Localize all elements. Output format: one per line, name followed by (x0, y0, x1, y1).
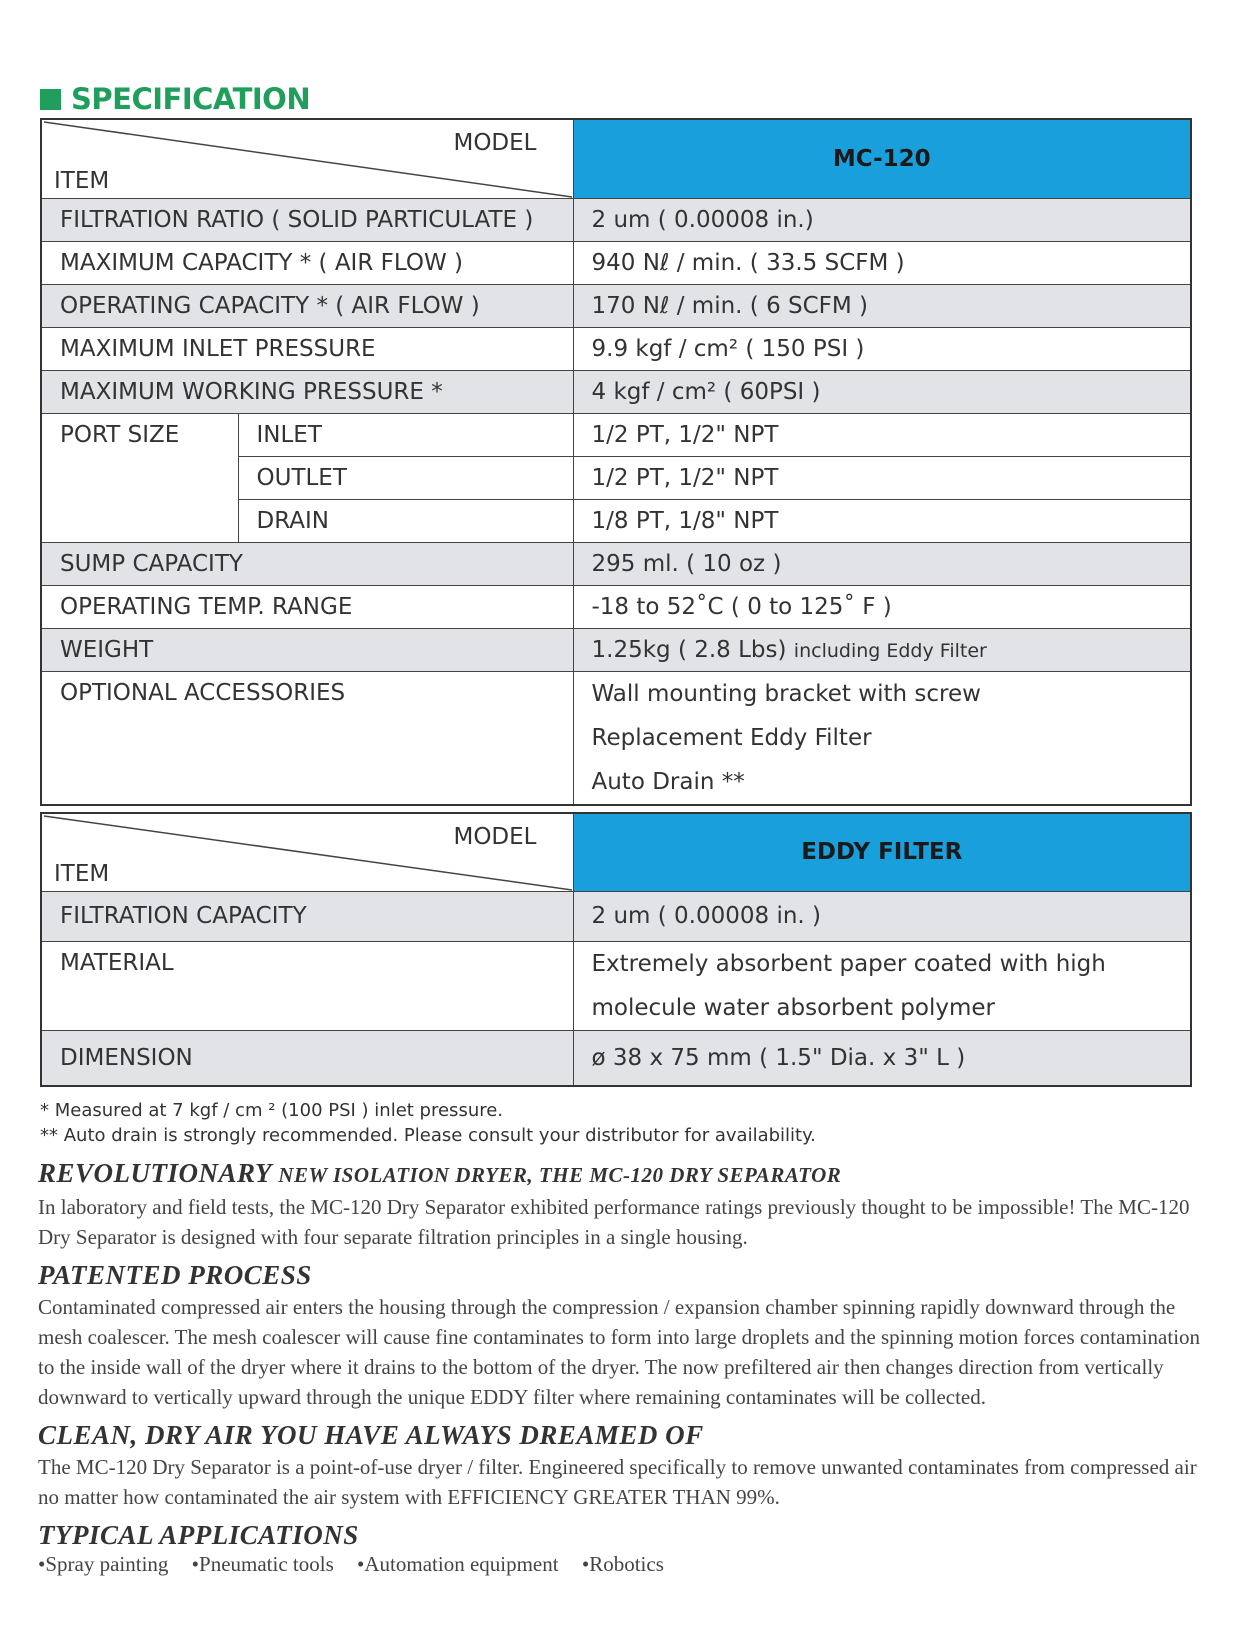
row-item: MAXIMUM WORKING PRESSURE * (41, 370, 573, 413)
accessories-list (573, 671, 1191, 805)
capacity-value: 2 um ( 0.00008 in. ) (573, 891, 1191, 941)
model-label: MODEL (453, 824, 537, 850)
table-header-row (41, 119, 1191, 198)
accessory-item: Auto Drain ** (591, 768, 745, 795)
table-header-row (41, 813, 1191, 891)
row-item: MAXIMUM CAPACITY * ( AIR FLOW ) (41, 241, 573, 284)
row-value: 4 kgf / cm² ( 60PSI ) (573, 370, 1191, 413)
table-row (41, 628, 1191, 671)
revolutionary-heading (38, 1156, 1218, 1192)
temp-value: -18 to 52˚C ( 0 to 125˚ F ) (573, 585, 1191, 628)
table-row (41, 198, 1191, 241)
patented-text: Contaminated compressed air enters the housing through the compression / expansion chamber spinning rapidly downward through the mesh coalescer. The mesh coalescer will cause fine contaminates to form into large droplets and the spinning motion forces contamination to the inside wall of the dryer where it drains to the bottom of the dryer. The now prefiltered air then changes direction from vertically downward to vertically upward through the unique EDDY filter where remaining contaminates will be collected. (38, 1295, 1201, 1409)
weight-note: including Eddy Filter (793, 639, 987, 662)
footnotes (40, 1098, 816, 1148)
green-square-icon (40, 89, 61, 110)
mc120-model-name: MC-120 (573, 119, 1191, 198)
temp-label: OPERATING TEMP. RANGE (41, 585, 573, 628)
description-article (38, 1156, 1218, 1577)
sump-value: 295 ml. ( 10 oz ) (573, 542, 1191, 585)
row-item: MAXIMUM INLET PRESSURE (41, 327, 573, 370)
row-value: 170 Nℓ / min. ( 6 SCFM ) (573, 284, 1191, 327)
material-line: molecule water absorbent polymer (591, 994, 995, 1021)
port-size-row-inlet (41, 413, 1191, 456)
application-item: •Pneumatic tools (191, 1552, 334, 1576)
applications-heading: TYPICAL APPLICATIONS (38, 1520, 359, 1550)
item-label: ITEM (54, 167, 110, 194)
table-row (41, 891, 1191, 941)
port-drain-label: DRAIN (238, 499, 573, 542)
port-inlet-value: 1/2 PT, 1/2" NPT (573, 413, 1191, 456)
dimension-label: DIMENSION (41, 1030, 573, 1086)
clean-heading: CLEAN, DRY AIR YOU HAVE ALWAYS DREAMED OF (38, 1420, 704, 1450)
revolutionary-title: REVOLUTIONARY (38, 1158, 272, 1188)
material-line: Extremely absorbent paper coated with high (591, 950, 1106, 977)
table-row (41, 585, 1191, 628)
sump-label: SUMP CAPACITY (41, 542, 573, 585)
accessory-item: Wall mounting bracket with screw (591, 680, 981, 707)
table-row (41, 671, 1191, 805)
row-item: OPERATING CAPACITY * ( AIR FLOW ) (41, 284, 573, 327)
material-value (573, 941, 1191, 1030)
port-outlet-label: OUTLET (238, 456, 573, 499)
accessory-item: Replacement Eddy Filter (591, 724, 872, 751)
port-size-label: PORT SIZE (41, 413, 238, 542)
model-item-header-cell (41, 119, 573, 198)
revolutionary-text: In laboratory and field tests, the MC-120 Dry Separator exhibited performance ratings previously thought to be impossible! The MC-120 Dry Separator is designed with four separate filtration principles in a single housing. (38, 1195, 1190, 1249)
table-row (41, 370, 1191, 413)
table-row (41, 241, 1191, 284)
model-item-header-cell (41, 813, 573, 891)
footnote: * Measured at 7 kgf / cm ² (100 PSI ) inlet pressure. (40, 1100, 504, 1121)
material-label: MATERIAL (41, 941, 573, 1030)
eddy-model-name: EDDY FILTER (573, 813, 1191, 891)
table-row (41, 941, 1191, 1030)
weight-value-cell (573, 628, 1191, 671)
table-row (41, 284, 1191, 327)
spec-heading-text: SPECIFICATION (71, 82, 311, 116)
item-label: ITEM (54, 860, 110, 887)
dimension-value: ø 38 x 75 mm ( 1.5" Dia. x 3" L ) (573, 1030, 1191, 1086)
row-value: 940 Nℓ / min. ( 33.5 SCFM ) (573, 241, 1191, 284)
port-outlet-value: 1/2 PT, 1/2" NPT (573, 456, 1191, 499)
eddy-spec-table (40, 812, 1192, 1087)
application-item: •Robotics (581, 1552, 664, 1576)
weight-value: 1.25kg ( 2.8 Lbs) (591, 636, 787, 663)
capacity-label: FILTRATION CAPACITY (41, 891, 573, 941)
application-item: •Spray painting (38, 1552, 169, 1576)
applications-list (38, 1552, 1218, 1577)
clean-text: The MC-120 Dry Separator is a point-of-use dryer / filter. Engineered specifically to remove unwanted contaminates from compressed air no matter how contaminated the air system with EFFICIENCY GREATER THAN 99%. (38, 1455, 1197, 1509)
table-row (41, 1030, 1191, 1086)
revolutionary-subtitle: NEW ISOLATION DRYER, THE MC-120 DRY SEPARATOR (278, 1163, 842, 1187)
row-item: FILTRATION RATIO ( SOLID PARTICULATE ) (41, 198, 573, 241)
row-value: 2 um ( 0.00008 in.) (573, 198, 1191, 241)
footnote: ** Auto drain is strongly recommended. Please consult your distributor for availability. (40, 1125, 816, 1146)
port-inlet-label: INLET (238, 413, 573, 456)
weight-label: WEIGHT (41, 628, 573, 671)
table-row (41, 542, 1191, 585)
spec-heading (40, 82, 310, 116)
accessories-label: OPTIONAL ACCESSORIES (41, 671, 573, 805)
row-value: 9.9 kgf / cm² ( 150 PSI ) (573, 327, 1191, 370)
table-row (41, 327, 1191, 370)
application-item: •Automation equipment (357, 1552, 559, 1576)
port-drain-value: 1/8 PT, 1/8" NPT (573, 499, 1191, 542)
patented-heading: PATENTED PROCESS (38, 1260, 312, 1290)
mc120-spec-table (40, 118, 1192, 806)
model-label: MODEL (453, 130, 537, 156)
